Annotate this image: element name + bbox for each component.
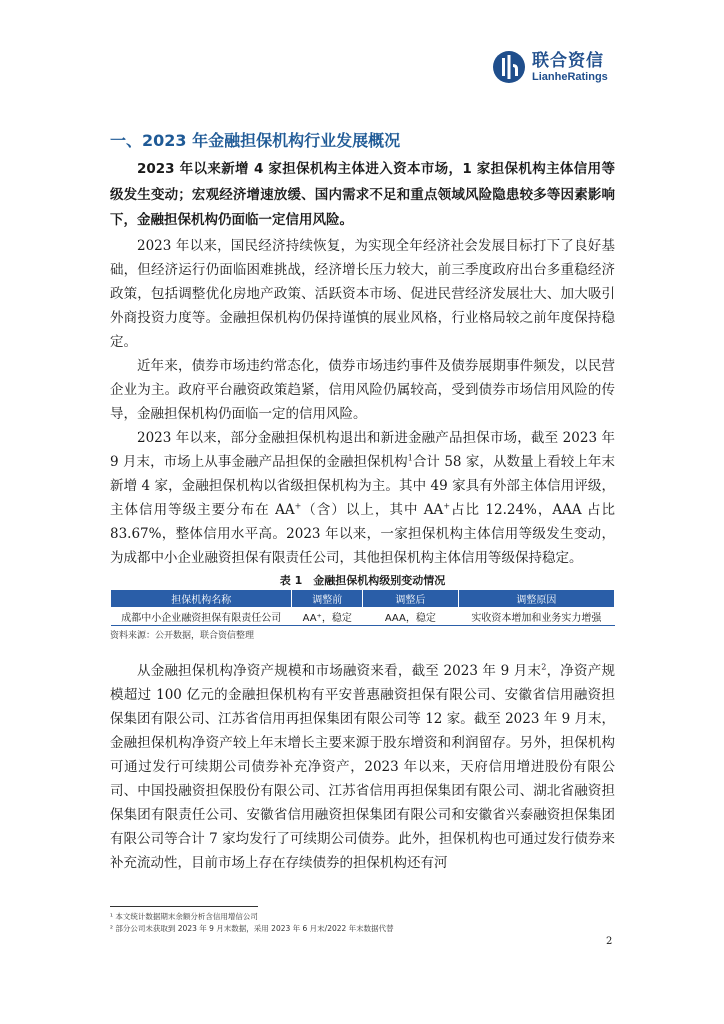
table-caption: 表 1 金融担保机构级别变动情况 — [279, 573, 446, 587]
column-header: 担保机构名称 — [111, 589, 292, 607]
lianhe-logo — [492, 50, 608, 84]
footnote-ref-1: 1 — [407, 453, 413, 462]
logo-cn-text: 联合资信 — [532, 50, 604, 71]
paragraph-1: 2023 年以来，国民经济持续恢复，为实现全年经济社会发展目标打下了良好基础，但经济运行仍面临困难挑战，经济增长压力较大，前三季度政府出台多重稳经济政策，包括调整优化房地产政策、活跃资本市场、促进民营经济发展壮大、加大吸引外商投资力度等。金融担保机构仍保持谨慎的展业风格，行业格局较之前年度保持稳定。 — [110, 237, 615, 350]
superscript-plus: + — [294, 501, 302, 510]
table-cell: AA⁺，稳定 — [292, 607, 363, 625]
section-heading: 一、2023 年金融担保机构行业发展概况 — [110, 131, 401, 150]
rating-change-table — [110, 589, 615, 626]
paragraph-4-part-b: ，净资产规模超过 100 亿元的金融担保机构有平安普惠融资担保有限公司、安徽省信用融资担保集团有限公司、江苏省信用再担保集团有限公司等 12 家。截至 2023 年 9 月末，金融担保机构净资产较上年末增长主要来源于股东增资和利润留存。另外，担保机构可通过发行可续期公司债券补充净资产，2023 年以来，天府信用增进股份有限公司、中国投融资担保股份有限公司、江苏省信用再担保集团有限公司、湖北省融资担保集团有限责任公司、安徽省信用融资担保集团有限公司和安徽省兴泰融资担保集团有限公司等合计 7 家均发行了可续期公司债券。此外，担保机构也可通过发行债券来补充流动性，目前市场上存在存续债券的担保机构还有河 — [110, 662, 615, 871]
table-row — [111, 607, 615, 625]
footnote-1: ¹ 本文统计数据期末余额分析含信用增信公司 — [110, 912, 258, 921]
table-cell: 实收资本增加和业务实力增强 — [458, 607, 614, 625]
paragraph-3-part-b: 合计 58 家，从数量上看较上年末新增 4 家，金融担保机构以省级担保机构为主。其中 49 家具有外部主体信用评级，主体信用等级主要分布在 AA — [110, 453, 615, 518]
footnote-ref-2: 2 — [541, 662, 547, 671]
footnote-divider — [110, 906, 258, 907]
table-cell: AAA，稳定 — [362, 607, 458, 625]
superscript-plus: + — [443, 501, 451, 510]
main-content — [110, 157, 615, 875]
column-header: 调整前 — [292, 589, 363, 607]
paragraph-3 — [110, 426, 615, 570]
paragraph-2: 近年来，债券市场违约常态化，债券市场违约事件及债券展期事件频发，以民营企业为主。政府平台融资政策趋紧，信用风险仍属较高，受到债券市场信用风险的传导，金融担保机构仍面临一定的信用风险。 — [110, 357, 615, 422]
lead-paragraph: 2023 年以来新增 4 家担保机构主体进入资本市场，1 家担保机构主体信用等级发生变动；宏观经济增速放缓、国内需求不足和重点领域风险隐患较多等因素影响下，金融担保机构仍面临一定信用风险。 — [110, 161, 615, 228]
paragraph-3-part-c: （含）以上，其中 AA — [301, 501, 444, 518]
paragraph-3-part-a: 2023 年以来，部分金融担保机构退出和新进金融产品担保市场，截至 2023 年 9 月末，市场上从事金融产品担保的金融担保机构 — [110, 429, 615, 470]
footnotes — [110, 911, 394, 935]
paragraph-4-part-a: 从金融担保机构净资产规模和市场融资来看，截至 2023 年 9 月末 — [137, 662, 542, 679]
footnote-2: ² 部分公司未获取到 2023 年 9 月末数据，采用 2023 年 6 月末/2022 年末数据代替 — [110, 924, 394, 933]
paragraph-3-part-d: 占比 12.24%，AAA 占比 83.67%，整体信用水平高。2023 年以来，一家担保机构主体信用等级发生变动，为成都中小企业融资担保有限责任公司，其他担保机构主体信用等级保持稳定。 — [110, 501, 616, 566]
table-cell: 成都中小企业融资担保有限责任公司 — [111, 607, 292, 625]
lianhe-logo-icon — [492, 50, 526, 84]
logo-en-text: LianheRatings — [532, 70, 608, 83]
paragraph-4 — [110, 659, 615, 875]
table-source: 资料来源：公开数据，联合资信整理 — [110, 630, 255, 641]
page-number: 2 — [606, 936, 613, 947]
column-header: 调整后 — [362, 589, 458, 607]
column-header: 调整原因 — [458, 589, 614, 607]
table-header-row — [111, 589, 615, 607]
